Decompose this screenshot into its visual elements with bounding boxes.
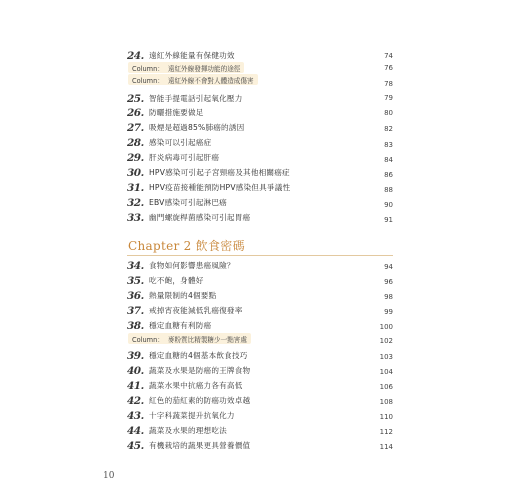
- toc-entry: [127, 408, 393, 423]
- entry-title: 蔬菜及水果的理想吃法: [149, 426, 227, 435]
- entry-number: 28.: [127, 136, 144, 149]
- column-entry: [128, 74, 258, 85]
- entry-title: 吃不飽，身體好: [149, 276, 204, 285]
- column-page: 78: [384, 80, 393, 88]
- toc-entry: [127, 91, 393, 106]
- toc-entry: [127, 48, 393, 63]
- entry-number: 42.: [127, 394, 144, 407]
- entry-number: 33.: [127, 211, 144, 224]
- entry-title: EBV感染可引起淋巴癌: [149, 198, 227, 207]
- entry-page: 104: [379, 368, 393, 376]
- entry-page: 79: [384, 94, 393, 102]
- toc-entry: [127, 438, 393, 453]
- entry-page: 96: [384, 278, 393, 286]
- toc-entry: [127, 423, 393, 438]
- entry-page: 88: [384, 186, 393, 194]
- toc-entry: [127, 195, 393, 210]
- entry-number: 25.: [127, 92, 144, 105]
- entry-number: 43.: [127, 409, 144, 422]
- entry-title: 蔬菜及水果是防癌的王牌食物: [149, 366, 251, 375]
- column-page: 102: [379, 337, 393, 345]
- entry-page: 84: [384, 156, 393, 164]
- entry-title: 十字科蔬菜提升抗氧化力: [149, 411, 235, 420]
- entry-title: 感染可以引起癌症: [149, 138, 212, 147]
- entry-number: 35.: [127, 274, 144, 287]
- column-page: 76: [384, 64, 393, 72]
- entry-number: 40.: [127, 364, 144, 377]
- entry-number: 27.: [127, 121, 144, 134]
- entry-number: 41.: [127, 379, 144, 392]
- toc-entry: [127, 135, 393, 150]
- entry-page: 83: [384, 141, 393, 149]
- entry-page: 90: [384, 201, 393, 209]
- toc-entry: [127, 210, 393, 225]
- entry-title: 防曬措施要做足: [149, 108, 204, 117]
- entry-page: 99: [384, 308, 393, 316]
- entry-number: 39.: [127, 349, 144, 362]
- entry-number: 29.: [127, 151, 144, 164]
- column-tag: Column：: [132, 76, 164, 85]
- entry-page: 112: [379, 428, 393, 436]
- entry-number: 31.: [127, 181, 144, 194]
- entry-page: 98: [384, 293, 393, 301]
- entry-title: 吸煙是超過85%肺癌的誘因: [149, 123, 245, 132]
- entry-title: 紅色的茄紅素的防癌功效卓越: [149, 396, 251, 405]
- entry-page: 74: [384, 51, 393, 60]
- column-tag: Column：: [132, 64, 164, 73]
- toc-entry: [127, 348, 393, 363]
- toc-entry: [127, 258, 393, 273]
- entry-title: 有機栽培的蔬果更具營養價值: [149, 441, 251, 450]
- entry-number: 24.: [127, 49, 144, 62]
- entry-page: 106: [379, 383, 393, 391]
- entry-page: 114: [379, 443, 393, 451]
- column-entry: [128, 62, 244, 73]
- entry-title: 熱量限制的4個要點: [149, 291, 217, 300]
- entry-number: 26.: [127, 106, 144, 119]
- entry-number: 34.: [127, 259, 144, 272]
- entry-title: 戒掉宵夜能減低乳癌復發率: [149, 306, 243, 315]
- page-number: 10: [103, 471, 115, 481]
- toc-entry: [127, 303, 393, 318]
- entry-title: 幽門螺旋桿菌感染可引起胃癌: [149, 213, 251, 222]
- entry-title: 穩定血糖有利防癌: [149, 321, 212, 330]
- entry-page: 103: [379, 353, 393, 361]
- entry-page: 108: [379, 398, 393, 406]
- entry-title: 智能手提電話引起氧化壓力: [149, 94, 243, 103]
- chapter-heading: Chapter 2 飲食密碼: [128, 239, 245, 253]
- entry-page: 82: [384, 125, 393, 133]
- entry-title: 蔬菜水果中抗癌力各有高低: [149, 381, 243, 390]
- entry-number: 32.: [127, 196, 144, 209]
- entry-title: 穩定血糖的4個基本飲食技巧: [149, 351, 248, 360]
- toc-entry: [127, 105, 393, 120]
- toc-entry: [127, 288, 393, 303]
- entry-page: 80: [384, 109, 393, 117]
- entry-title: 肝炎病毒可引起肝癌: [149, 153, 220, 162]
- entry-page: 86: [384, 171, 393, 179]
- chapter-divider: [127, 255, 393, 256]
- column-title: 遠紅外線發揮功能的途徑: [167, 64, 241, 73]
- entry-title: HPV疫苗接種能預防HPV感染但具爭議性: [149, 183, 291, 192]
- toc-entry: [127, 180, 393, 195]
- toc-entry: [127, 120, 393, 135]
- entry-title: HPV感染可引起子宮頸癌及其他相關癌症: [149, 168, 290, 177]
- column-tag: Column：: [132, 335, 164, 344]
- toc-entry: [127, 363, 393, 378]
- entry-page: 91: [384, 216, 393, 224]
- entry-page: 110: [379, 413, 393, 421]
- column-title: 麥粉質比精製糖少一點害處: [167, 335, 247, 344]
- entry-number: 30.: [127, 166, 144, 179]
- entry-number: 38.: [127, 319, 144, 332]
- toc-entry: [127, 150, 393, 165]
- toc-entry: [127, 318, 393, 333]
- column-entry: [128, 333, 251, 344]
- entry-title: 遠紅外線能量有保健功效: [149, 51, 235, 60]
- column-title: 遠紅外線不會對人體造成傷害: [167, 76, 254, 85]
- entry-number: 37.: [127, 304, 144, 317]
- toc-entry: [127, 165, 393, 180]
- toc-entry: [127, 273, 393, 288]
- entry-number: 45.: [127, 439, 144, 452]
- entry-number: 36.: [127, 289, 144, 302]
- entry-number: 44.: [127, 424, 144, 437]
- toc-entry: [127, 378, 393, 393]
- entry-page: 100: [379, 323, 393, 331]
- entry-page: 94: [384, 263, 393, 271]
- toc-entry: [127, 393, 393, 408]
- entry-title: 食物如何影響患癌風險？: [149, 261, 235, 270]
